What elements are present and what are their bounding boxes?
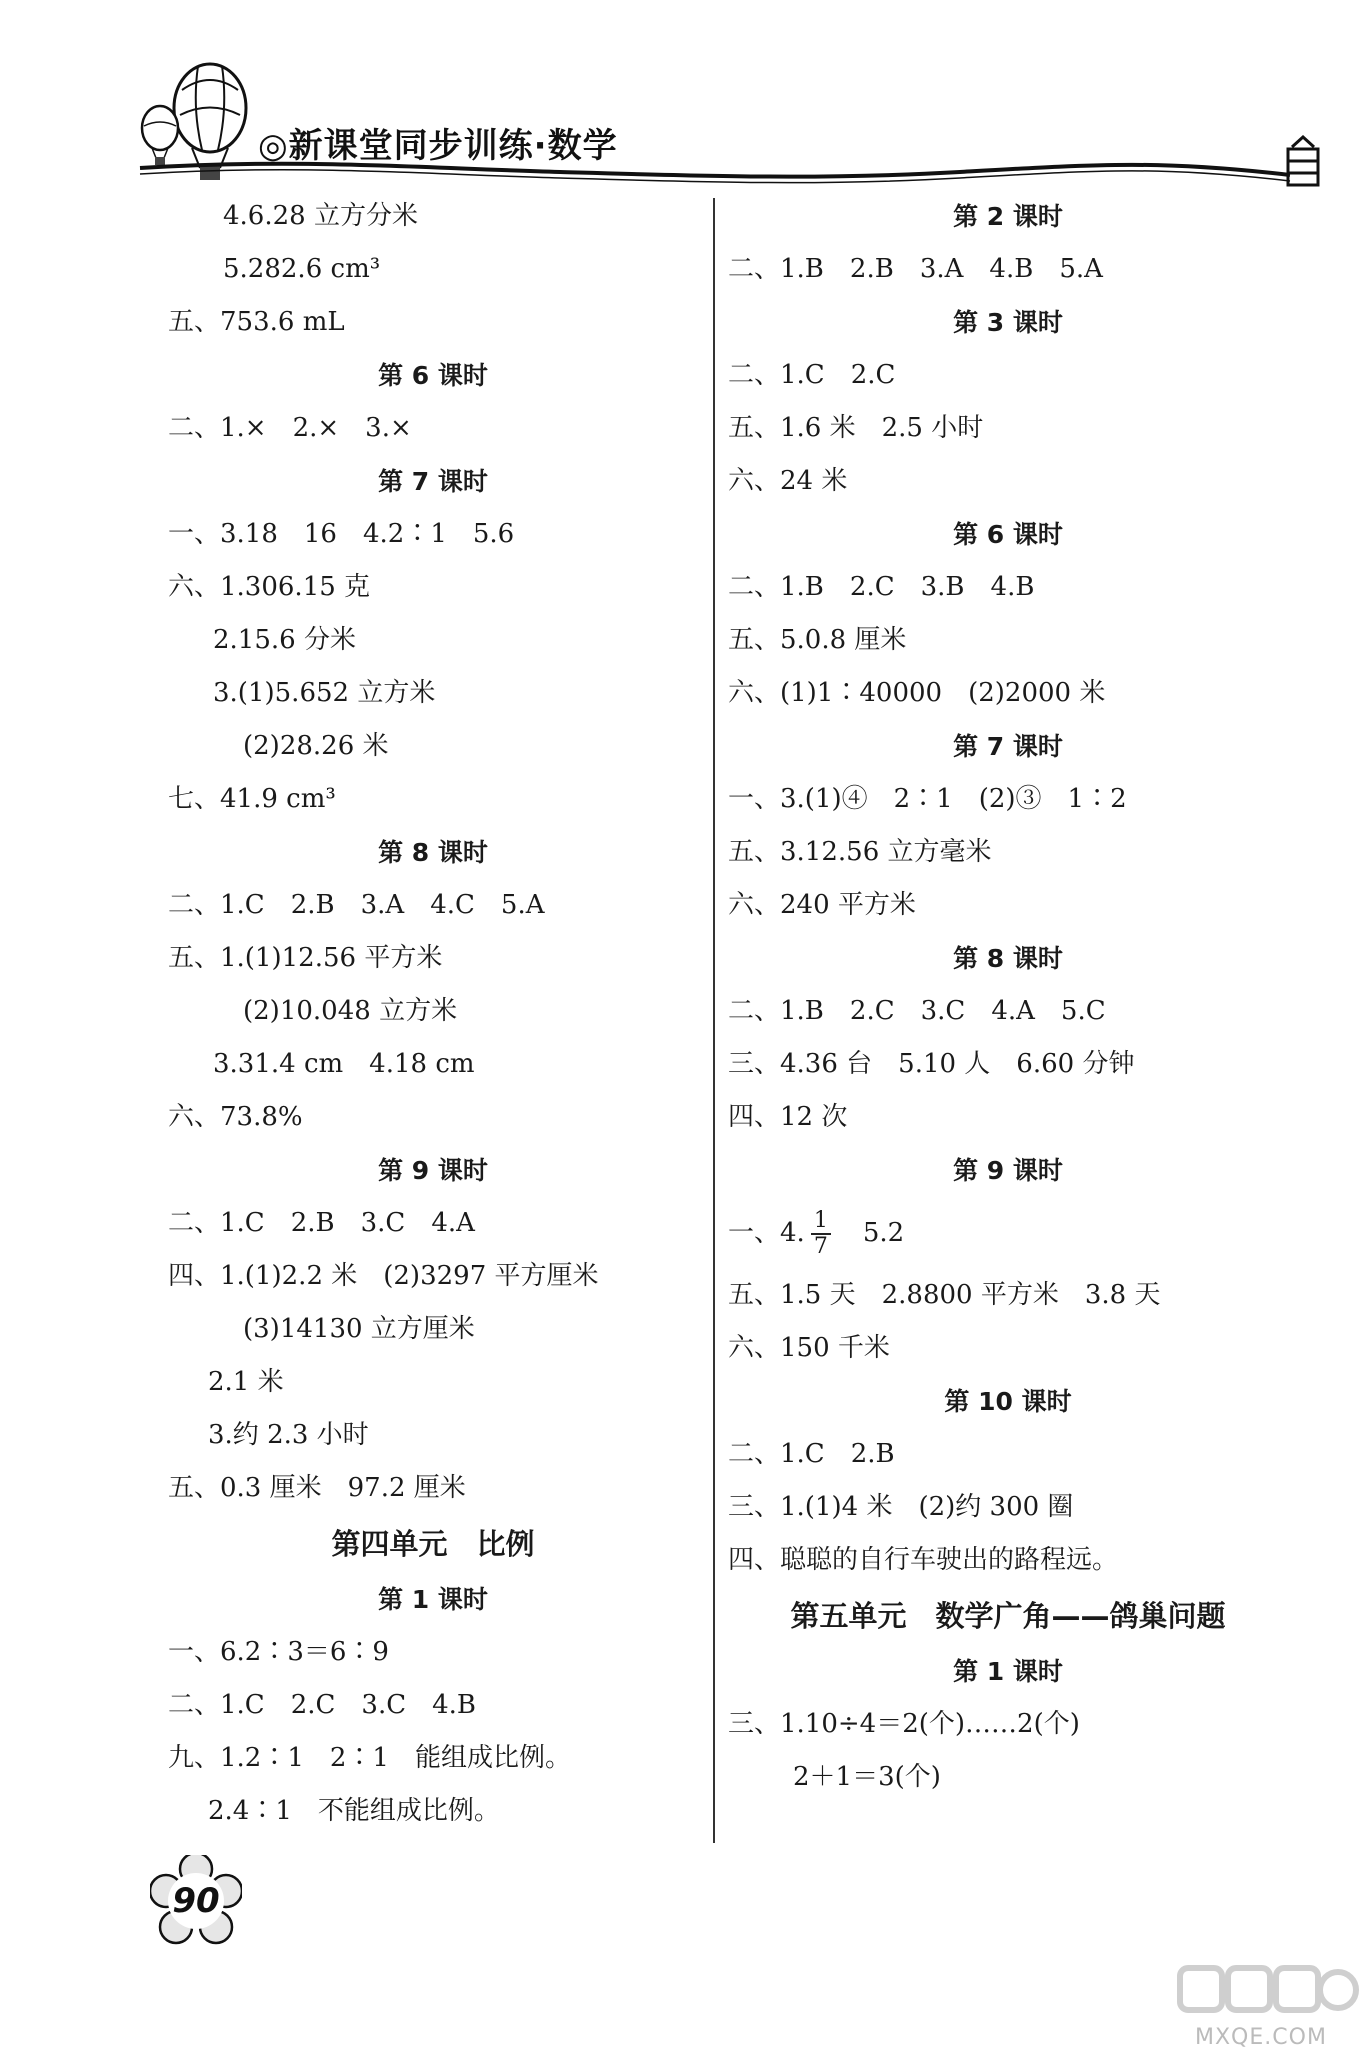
- answer-line: 二、1.C 2.C: [728, 360, 896, 390]
- answer-line: 二、1.C 2.B 3.A 4.C 5.A: [168, 890, 545, 920]
- answer-line: (2)10.048 立方米: [243, 996, 458, 1026]
- answer-line: 3.(1)5.652 立方米: [213, 678, 436, 708]
- answer-line: 三、4.36 台 5.10 人 6.60 分钟: [728, 1049, 1135, 1079]
- answer-line: 七、41.9 cm³: [168, 784, 336, 814]
- answer-line: 九、1.2∶1 2∶1 能组成比例。: [168, 1743, 571, 1773]
- answer-line: 三、1.(1)4 米 (2)约 300 圈: [728, 1492, 1074, 1522]
- answer-line: 五、1.5 天 2.8800 平方米 3.8 天: [728, 1280, 1161, 1310]
- unit-title: 第五单元 数学广角——鸽巢问题: [790, 1599, 1226, 1633]
- lesson-heading: 第 6 课时: [378, 361, 488, 390]
- page-number: 90: [172, 1881, 220, 1921]
- answer-line: 二、1.× 2.× 3.×: [168, 413, 412, 443]
- answer-line: 二、1.C 2.C 3.C 4.B: [168, 1690, 477, 1720]
- answer-line: 四、1.(1)2.2 米 (2)3297 平方厘米: [168, 1261, 599, 1291]
- lesson-heading: 第 10 课时: [944, 1387, 1072, 1416]
- answer-line: 2.4∶1 不能组成比例。: [208, 1796, 500, 1826]
- answer-line: 六、73.8%: [168, 1102, 303, 1132]
- answer-line: 二、1.B 2.B 3.A 4.B 5.A: [728, 254, 1103, 284]
- lesson-heading: 第 1 课时: [378, 1585, 488, 1614]
- answer-line: 2.1 米: [208, 1367, 284, 1397]
- answer-line: 3.约 2.3 小时: [208, 1420, 369, 1450]
- right-answer-column: [728, 190, 1288, 1804]
- fraction: [811, 1209, 831, 1259]
- answer-line: 二、1.B 2.C 3.C 4.A 5.C: [728, 996, 1106, 1026]
- lesson-heading: 第 9 课时: [378, 1156, 488, 1185]
- answer-line: [728, 1197, 1288, 1269]
- answer-line: 一、3.18 16 4.2∶1 5.6: [168, 519, 515, 549]
- answer-line: 六、(1)1∶40000 (2)2000 米: [728, 678, 1106, 708]
- left-answer-column: [168, 190, 698, 1838]
- lesson-heading: 第 1 课时: [953, 1657, 1063, 1686]
- answer-line: 四、12 次: [728, 1102, 848, 1132]
- answer-line: 一、6.2∶3＝6∶9: [168, 1637, 389, 1667]
- lesson-heading: 第 8 课时: [378, 838, 488, 867]
- answer-line: 4.6.28 立方分米: [223, 201, 418, 231]
- answer-line: 三、1.10÷4＝2(个)……2(个): [728, 1709, 1080, 1739]
- header-wavy-rule: [0, 0, 1366, 190]
- answer-line: 3.31.4 cm 4.18 cm: [213, 1049, 475, 1079]
- answer-line: 六、240 平方米: [728, 890, 916, 920]
- answer-line: 五、5.0.8 厘米: [728, 625, 907, 655]
- watermark-url: MXQE.COM: [1195, 2025, 1327, 2050]
- answer-line: 六、1.306.15 克: [168, 572, 371, 602]
- page-header: [0, 0, 1366, 190]
- fraction-denominator: 7: [813, 1234, 828, 1259]
- answer-line: 六、150 千米: [728, 1333, 890, 1363]
- answer-line: 一、3.(1)④ 2∶1 (2)③ 1∶2: [728, 784, 1127, 814]
- corner-ornament-icon: [1280, 135, 1330, 195]
- column-divider: [713, 198, 715, 1843]
- answer-line: 5.282.6 cm³: [223, 254, 381, 284]
- answer-text: 一、4.: [728, 1218, 805, 1248]
- answer-line: 二、1.B 2.C 3.B 4.B: [728, 572, 1035, 602]
- answer-line: 五、753.6 mL: [168, 307, 345, 337]
- answer-line: 二、1.C 2.B 3.C 4.A: [168, 1208, 475, 1238]
- answer-line: 2.15.6 分米: [213, 625, 356, 655]
- book-title: ◎新课堂同步训练·数学: [258, 126, 618, 166]
- answer-line: 2＋1＝3(个): [793, 1762, 941, 1792]
- lesson-heading: 第 9 课时: [953, 1156, 1063, 1185]
- unit-title: 第四单元 比例: [331, 1527, 535, 1561]
- answer-line: 二、1.C 2.B: [728, 1439, 895, 1469]
- answer-line: 六、24 米: [728, 466, 848, 496]
- answer-line: (2)28.26 米: [243, 731, 389, 761]
- lesson-heading: 第 7 课时: [953, 732, 1063, 761]
- answer-line: 五、0.3 厘米 97.2 厘米: [168, 1473, 466, 1503]
- answer-text: 5.2: [836, 1218, 905, 1248]
- fraction-numerator: 1: [811, 1209, 831, 1235]
- lesson-heading: 第 7 课时: [378, 467, 488, 496]
- answer-line: (3)14130 立方厘米: [243, 1314, 475, 1344]
- answer-line: 五、1.6 米 2.5 小时: [728, 413, 984, 443]
- lesson-heading: 第 6 课时: [953, 520, 1063, 549]
- answer-line: 四、聪聪的自行车驶出的路程远。: [728, 1545, 1119, 1575]
- lesson-heading: 第 8 课时: [953, 944, 1063, 973]
- answer-line: 五、3.12.56 立方毫米: [728, 837, 992, 867]
- answer-line: 五、1.(1)12.56 平方米: [168, 943, 443, 973]
- page-number-badge: [150, 1855, 242, 1947]
- lesson-heading: 第 3 课时: [953, 308, 1063, 337]
- lesson-heading: 第 2 课时: [953, 202, 1063, 231]
